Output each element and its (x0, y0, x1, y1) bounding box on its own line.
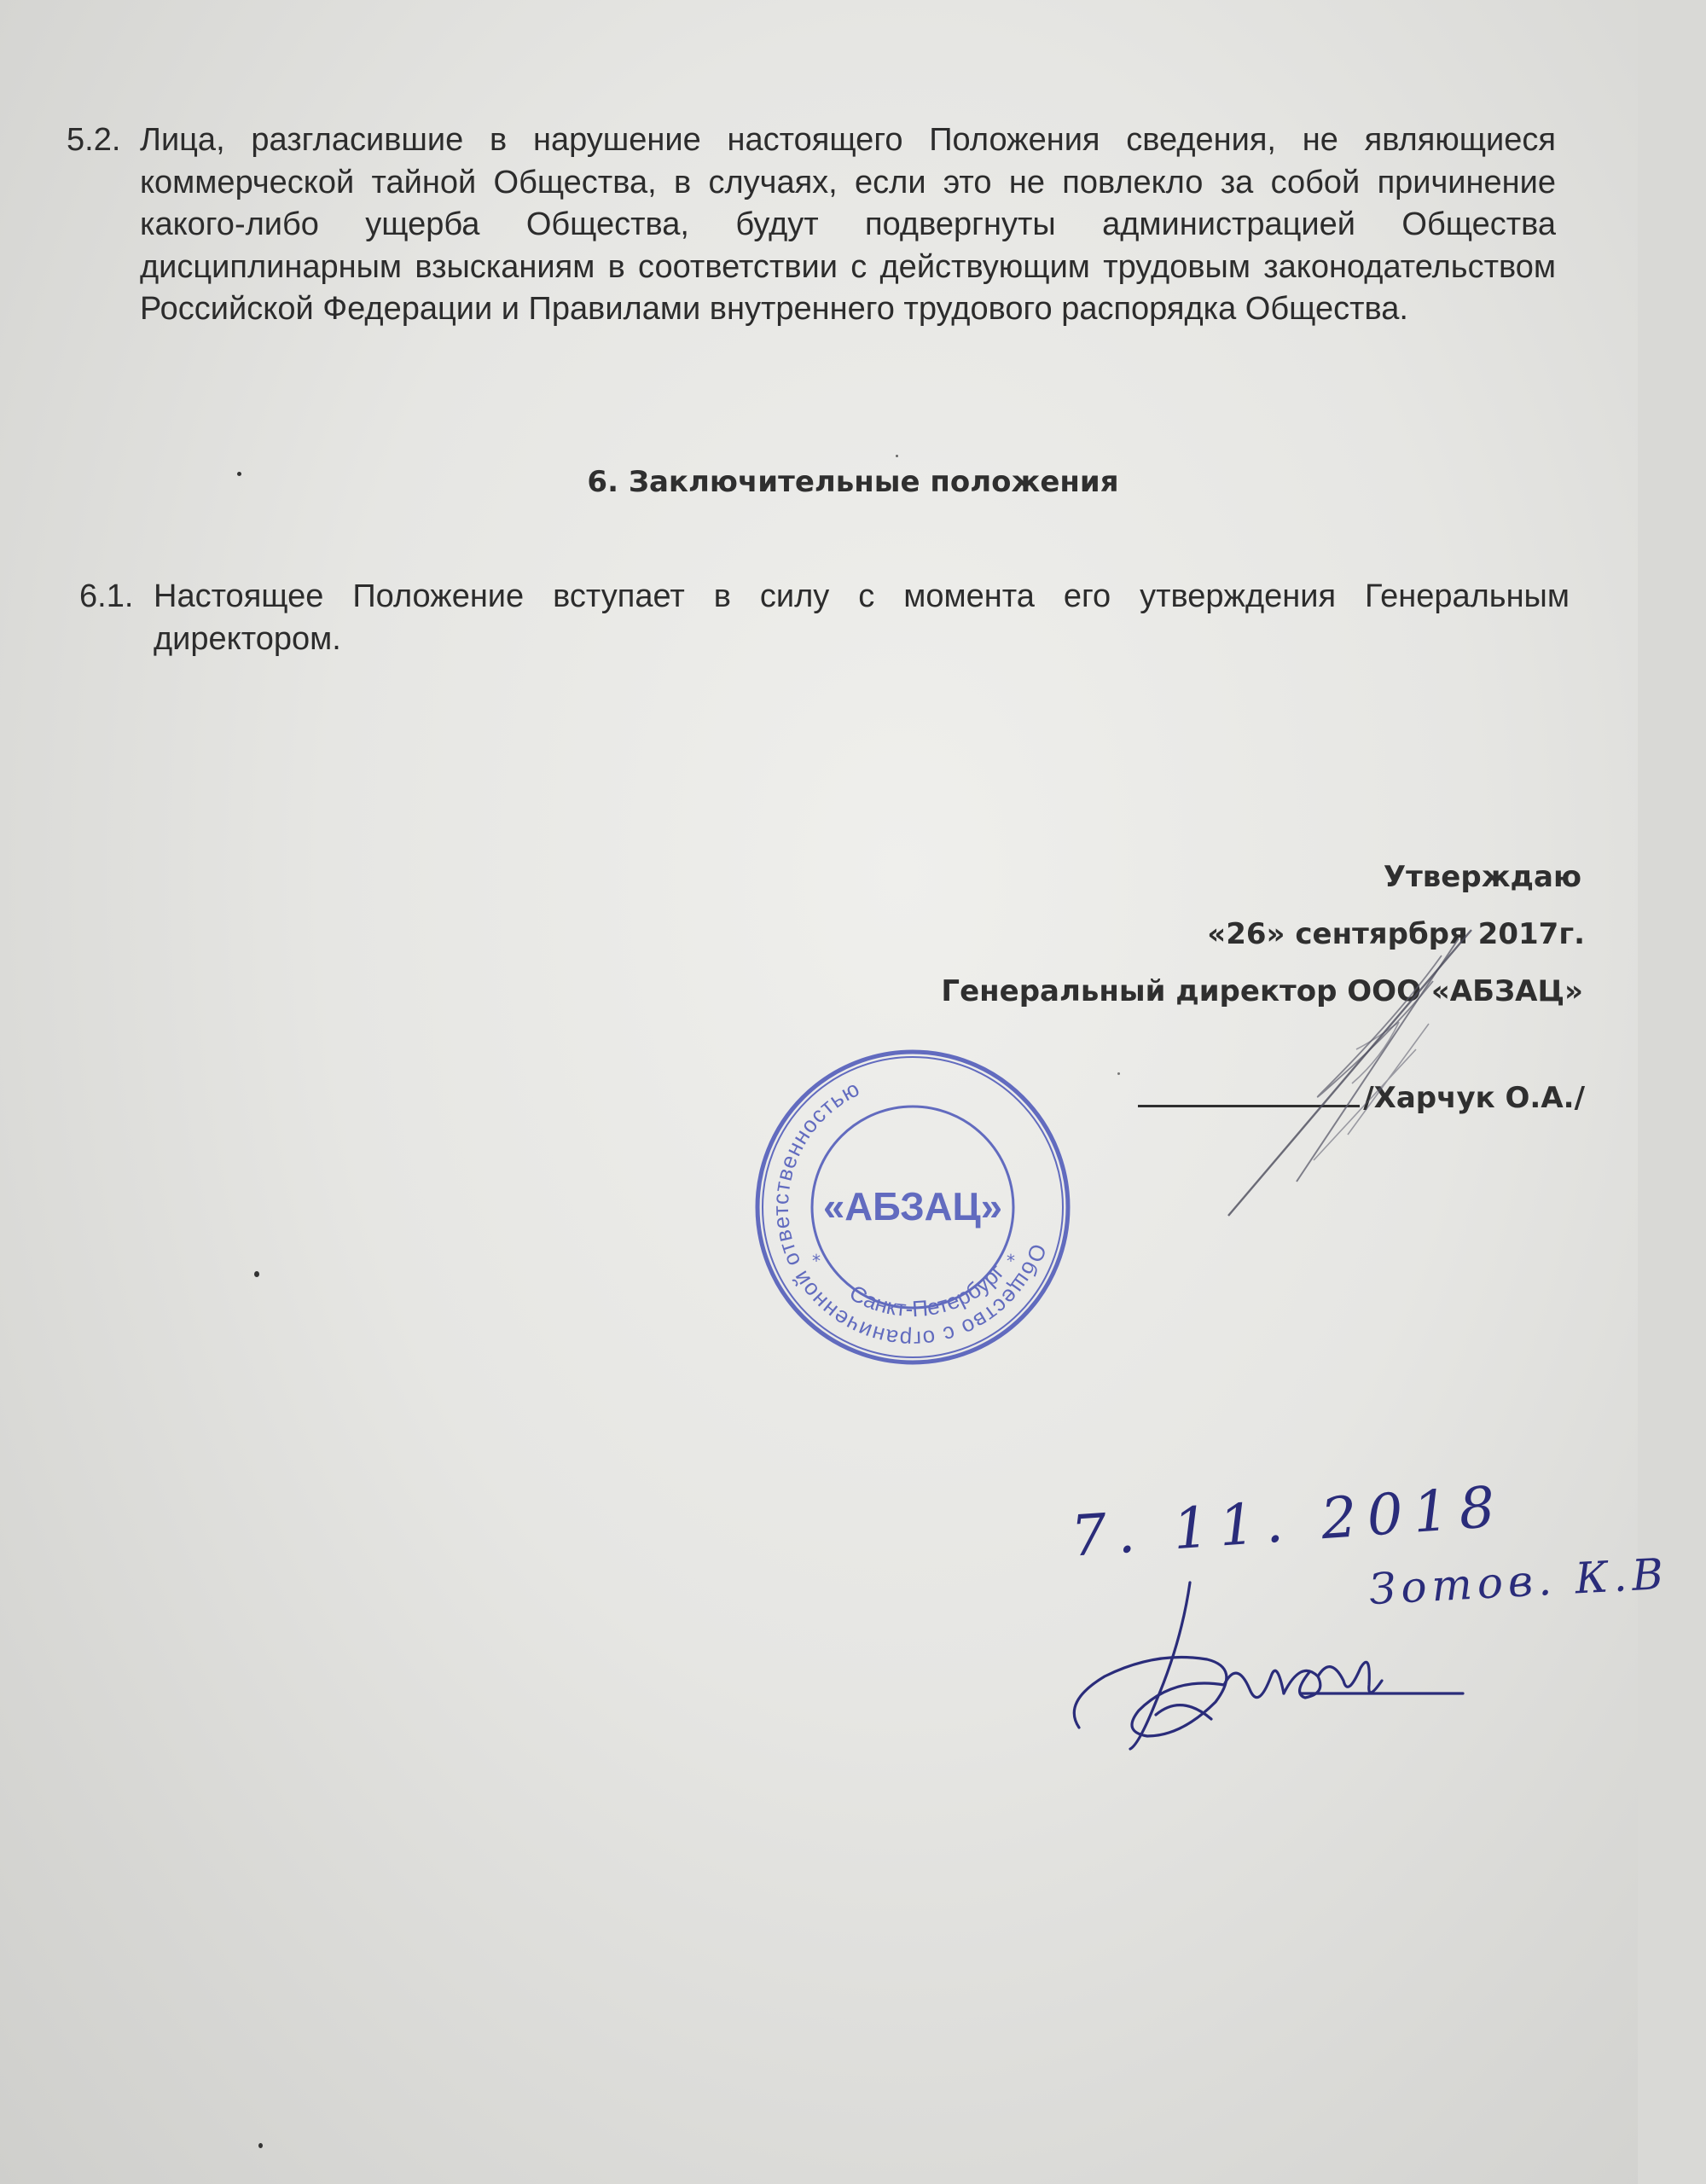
paper-speck (258, 2143, 263, 2148)
section-6-heading: 6. Заключительные положения (587, 465, 1119, 499)
company-stamp (751, 1045, 1075, 1369)
stamp-star-right: * (1007, 1251, 1015, 1271)
director-signature (1177, 921, 1518, 1228)
paragraph-6-1: Настоящее Положение вступает в силу с момента его утверждения Генеральным директором. (154, 578, 1570, 657)
paper-speck (237, 472, 241, 476)
signatory-name: /Харчук О.А./ (1363, 1081, 1585, 1115)
paragraph-5-2: Лица, разгласившие в нарушение настоящего Положения сведения, не являющиеся коммерческой тайной Общества, в случаях, если это не повлекло за собой причинение какого-либо ущерба Общества, будут подвергнуты администрацией Общества дисциплинарным взысканиям в соответствии с действующим трудовым законодательством Российской Федерации и Правилами внутреннего трудового распорядка Общества. (140, 122, 1556, 327)
item-number-6-1: 6.1. (79, 578, 134, 614)
stamp-center-text: «АБЗАЦ» (823, 1184, 1002, 1228)
stamp-ring-text: Общество с ограниченной ответственностью (767, 1075, 1052, 1353)
approval-date: «26» сентярбря 2017г. (1207, 917, 1585, 951)
paper-speck (896, 455, 898, 457)
item-number-5-2: 5.2. (67, 122, 121, 158)
stamp-star-left: * (812, 1251, 821, 1271)
approval-position: Генеральный директор ООО «АБЗАЦ» (941, 974, 1583, 1008)
handwritten-name: Зотов. К.В (1367, 1548, 1670, 1615)
paper-speck (1117, 1072, 1120, 1075)
approval-title: Утверждаю (1383, 860, 1581, 894)
handwritten-signature (1053, 1574, 1497, 1770)
paper-speck (254, 1271, 259, 1277)
stamp-city-text: Санкт-Петербург (845, 1258, 1010, 1322)
handwritten-date: 7. 11. 2018 (1068, 1473, 1507, 1570)
